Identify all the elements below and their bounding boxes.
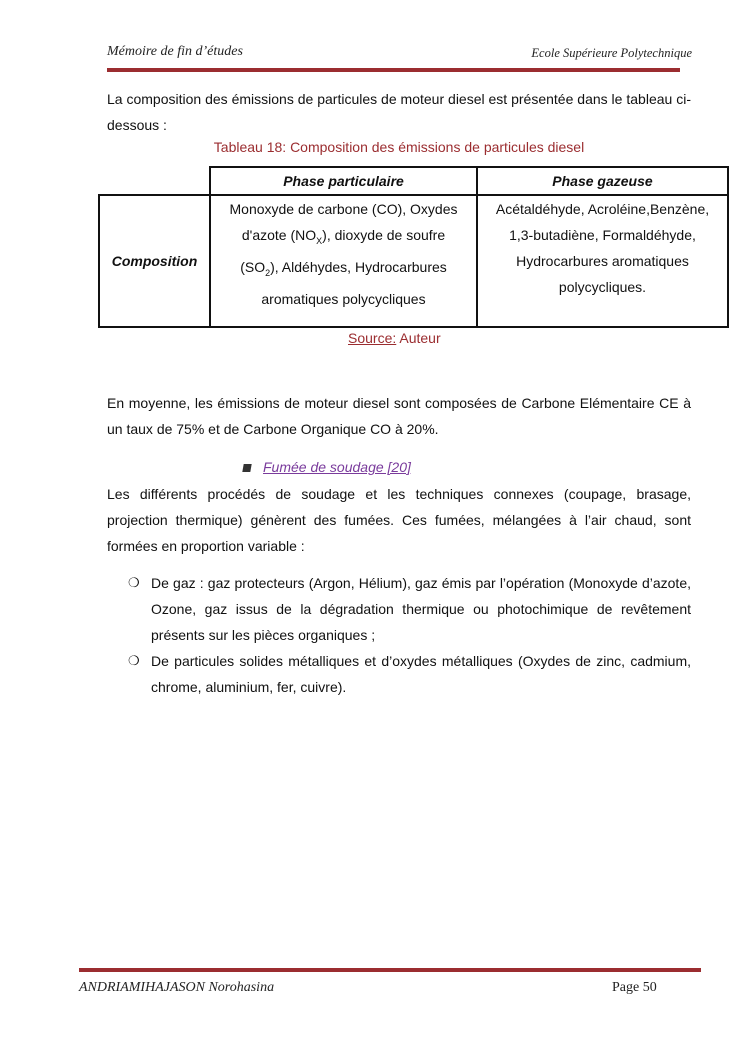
footer-rule: [79, 968, 701, 972]
table-caption: Tableau 18: Composition des émissions de particules diesel: [213, 139, 585, 155]
soudage-heading: [243, 459, 411, 475]
header-phase-gazeuse: Phase gazeuse: [477, 167, 728, 195]
cell-gazeuse: [477, 195, 728, 327]
source-label: Source:: [348, 330, 397, 346]
particulaire-line-3: $(SO_2)$, Aldéhydes, Hydrocarbures: [240, 258, 447, 278]
circle-bullet-icon: ❍: [128, 575, 140, 590]
intro-paragraph: La composition des émissions de particules de moteur diesel est présentée dans le tableau ci-dessous :: [107, 91, 691, 133]
circle-bullet-icon: ❍: [128, 653, 140, 668]
header-memoire: Mémoire de fin d’études: [107, 44, 243, 59]
table-corner: [99, 167, 210, 195]
gazeuse-line-3: Hydrocarbures aromatiques: [516, 253, 689, 269]
gazeuse-line-4: polycycliques.: [558, 279, 647, 295]
table-source: [348, 330, 441, 346]
header-school: Ecole Supérieure Polytechnique: [531, 46, 692, 60]
header-rule: [107, 68, 680, 72]
gazeuse-line-1: Acétaldéhyde, Acroléine,Benzène,: [495, 201, 710, 217]
cell-particulaire: [210, 195, 477, 327]
soudage-link[interactable]: Fumée de soudage [20]: [263, 459, 411, 475]
row-label-composition: Composition: [99, 195, 210, 327]
list-item: ❍ De gaz : gaz protecteurs (Argon, Hélium), gaz émis par l’opération (Monoxyde d’azote, Ozone, gaz issus de la dégradation thermique ou photochimique de revêtement présents sur les pièces organiques ;: [128, 570, 691, 648]
gazeuse-line-2: 1,3-butadiène, Formaldéhyde,: [509, 227, 696, 243]
header-phase-particulaire: Phase particulaire: [210, 167, 477, 195]
footer-author: ANDRIAMIHAJASON Norohasina: [79, 980, 275, 995]
particulaire-line-4: aromatiques polycycliques: [261, 290, 426, 307]
composition-table: [98, 166, 729, 328]
source-value: Auteur: [396, 330, 441, 346]
particulaire-line-1: Monoxyde de carbone (CO), Oxydes: [229, 201, 458, 217]
soudage-paragraph: Les différents procédés de soudage et les techniques connexes (coupage, brasage, projection thermique) génèrent des fumées. Ces fumées, mélangées à l’air chaud, sont formées en proportion variable :: [107, 486, 691, 554]
fumes-list: [128, 570, 691, 700]
footer-page-number: Page 50: [612, 980, 657, 995]
arrow-bullet-icon: [242, 464, 251, 472]
list-item: ❍ De particules solides métalliques et d’oxydes métalliques (Oxydes de zinc, cadmium, chrome, aluminium, fer, cuivre).: [128, 648, 691, 700]
particulaire-line-2: d'azote $(NO_X)$, dioxyde de soufre: [241, 227, 446, 246]
moyenne-paragraph: En moyenne, les émissions de moteur diesel sont composées de Carbone Elémentaire CE à un taux de 75% et de Carbone Organique CO à 20%.: [107, 395, 691, 437]
